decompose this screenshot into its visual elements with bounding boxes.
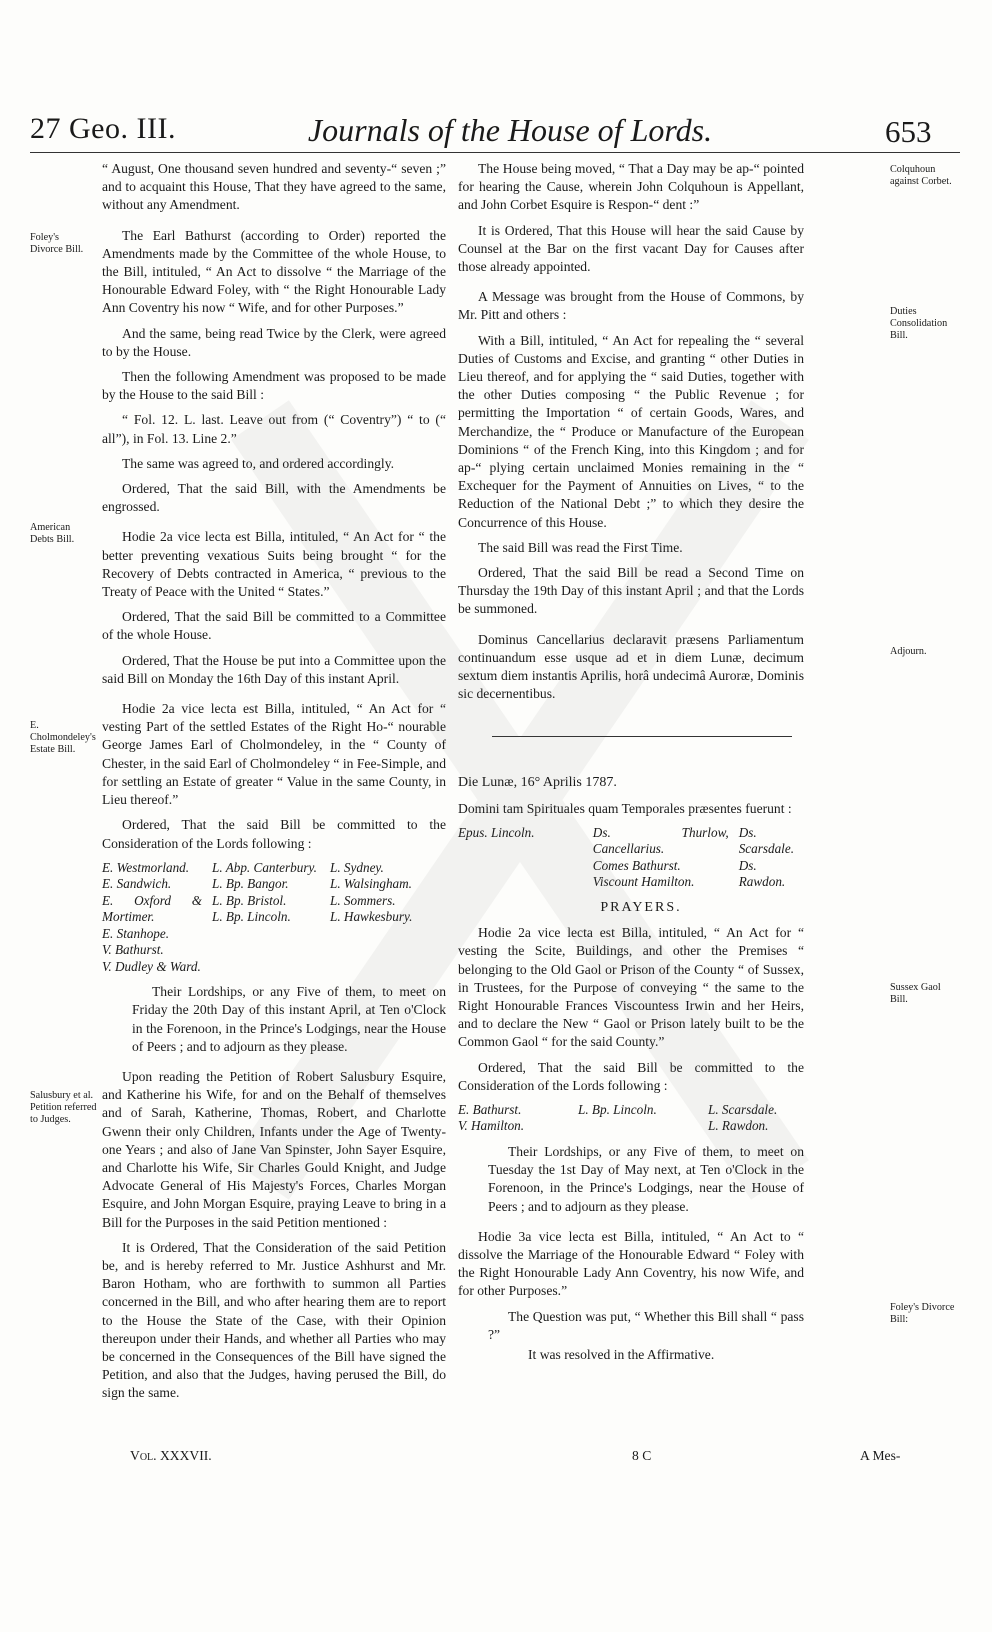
paragraph: A Message was brought from the House of Commons, by Mr. Pitt and others : <box>458 289 804 323</box>
lord-name: L. Bp. Lincoln. <box>212 909 291 925</box>
paragraph: “ Fol. 12. L. last. Leave out from (“ Coventry”) “ to (“ all”), in Fol. 13. Line 2.” <box>102 412 446 446</box>
lord-name: V. Dudley & Ward. <box>102 958 201 974</box>
sitting-date <box>458 774 804 792</box>
lord-name: L. Walsingham. <box>330 876 412 892</box>
margin-note-foley-divorce-2: Foley's Divorce Bill: <box>890 1302 955 1325</box>
page-number: 653 <box>885 114 932 149</box>
domini-heading: Domini tam Spirituales quam Temporales præsentes fuerunt : <box>458 800 792 816</box>
running-title: Journals of the House of Lords. <box>307 112 713 148</box>
present-lord: Ds. Scarsdale. <box>738 824 794 857</box>
present-lord: Ds. Thurlow, Cancellarius. <box>592 824 729 857</box>
catchword: A Mes- <box>860 1448 901 1463</box>
lord-name: V. Bathurst. <box>102 942 164 958</box>
lords-committee-list-2 <box>458 1102 787 1135</box>
present-lord: Comes Bathurst. <box>592 857 681 873</box>
right-column <box>458 160 804 1371</box>
paragraph: Hodie 2a vice lecta est Billa, intituled, “ An Act for “ vesting the Scite, Buildings, and other the Premises “ belonging to the Old Gaol or Prison of the County “ of Sussex, in Trustees, for the Purpose of conveying “ the same to the Right Honourable Frances Viscountess Irwin and her Heirs, and to declare the New “ Gaol or Prison lately built to be the Common Gaol “ for the said County.” <box>458 925 804 1050</box>
paragraph: Ordered, That the said Bill be committed to the Consideration of the Lords following : <box>458 1059 804 1093</box>
regnal-year: 27 Geo. III. <box>30 112 176 145</box>
paragraph: Upon reading the Petition of Robert Salusbury Esquire, and Katherine his Wife, for and on the Behalf of themselves and of Sarah, Katherine, Thomas, Robert, and Charlotte Gwenn their only Children, Infants under the Age of Twenty-one Years ; and also of Jane Van Spinster, John Sayer Esquire, and Charlotte his Wife, Sir Charles Gould Knight, and Judge Advocate General of His Majesty's Forces, Charles Morgan Esquire, and John Morgan Esquire, praying Leave to bring in a Bill for the Purposes in the said Petition mentioned : <box>102 1069 446 1230</box>
lord-name: E. Oxford & Mortimer. <box>102 892 202 925</box>
present-lord: Epus. Lincoln. <box>458 824 535 840</box>
paragraph: It is Ordered, That this House will hear the said Cause by Counsel at the Bar on the first vacant Day for Causes after those already appointed. <box>458 222 804 275</box>
prayers-heading: PRAYERS. <box>600 899 682 915</box>
margin-note-duties-consolidation: Duties Consolidation Bill. <box>890 306 948 341</box>
lord-name: L. Hawkesbury. <box>330 909 413 925</box>
lord-name: L. Rawdon. <box>708 1118 769 1134</box>
paragraph: Ordered, That the said Bill be read a Second Time on Thursday the 19th Day of this instant April ; and that the Lords be summoned. <box>458 565 804 617</box>
margin-note-sussex-gaol: Sussex Gaol Bill. <box>890 982 941 1005</box>
paragraph: Then the following Amendment was proposed to be made by the House to the said Bill : <box>102 369 446 403</box>
paragraph: It is Ordered, That the Consideration of the said Petition be, and is hereby referred to Mr. Justice Ashhurst and Mr. Baron Hotham, who are forthwith to summon all Parties concerned in the Bill, and who after hearing them are to report to the House the State of the Case, with their Opinion thereupon under their Hands, and whether all Parties who may be concerned in the Consequences of the Bill have signed the Petition, and also that the Judges, having perused the Bill, do sign the same. <box>102 1239 446 1401</box>
lord-name: V. Hamilton. <box>458 1118 525 1134</box>
paragraph: Hodie 3a vice lecta est Billa, intituled, “ An Act to “ dissolve the Marriage of the Honourable Edward “ Foley with the Right Honourable Lady Ann Coventry, his now Wife, and for other Purposes.” <box>458 1228 804 1299</box>
paragraph: Their Lordships, or any Five of them, to meet on Tuesday the 1st Day of May next, at Ten o'Clock in the Forenoon, in the Prince's Lodgings, near the House of Peers ; and to adjourn as they please. <box>488 1143 804 1214</box>
paragraph: The same was agreed to, and ordered accordingly. <box>122 455 395 471</box>
volume-footer: Vol. XXXVII. <box>130 1448 212 1463</box>
present-lord: Viscount Hamilton. <box>592 874 695 890</box>
paragraph: And the same, being read Twice by the Clerk, were agreed to by the House. <box>102 325 446 359</box>
paragraph: Hodie 2a vice lecta est Billa, intituled, “ An Act for “ vesting Part of the settled Estates of the Right Ho-“ nourable George James Earl of Cholmondeley, in the “ County of Chester, in the said Earl of Cholmondeley “ in Fee-Simple, and for settling an Estate of greater “ Value in the same County, in Lieu thereof.” <box>102 701 446 808</box>
margin-note-adjourn: Adjourn. <box>890 646 927 657</box>
paragraph: Hodie 2a vice lecta est Billa, intituled, “ An Act for “ the better preventing vexatious Suits being brought “ for the Recovery of Debts contracted in America, “ previous to the Treaty of Peace with the United “ States.” <box>102 529 446 600</box>
paragraph: It was resolved in the Affirmative. <box>528 1346 715 1362</box>
lord-name: L. Bp. Bangor. <box>212 876 289 892</box>
lords-committee-list <box>102 860 422 976</box>
paragraph: Their Lordships, or any Five of them, to meet on Friday the 20th Day of this instant April, at Ten o'Clock in the Forenoon, in the Prince's Lodgings, near the House of Peers ; and to adjourn as they please. <box>132 984 446 1054</box>
paragraph: The Earl Bathurst (according to Order) reported the Amendments made by the Committee of the whole House, to the Bill, intituled, “ An Act to dissolve “ the Marriage of the Honourable Edward Foley, with “ the Right Honourable Lady Ann Coventry his now “ Wife, and for other Purposes.” <box>102 227 446 316</box>
lord-name: L. Bp. Bristol. <box>212 892 287 908</box>
lord-name: E. Sandwich. <box>102 876 172 892</box>
sitting-date-text: Die Lunæ, 16° Aprilis 1787. <box>458 775 617 791</box>
lord-name: E. Stanhope. <box>102 925 170 941</box>
paragraph: Ordered, That the said Bill be committed to the Consideration of the Lords following : <box>102 817 446 851</box>
lord-name: L. Sommers. <box>330 892 396 908</box>
margin-note-foley-divorce: Foley's Divorce Bill. <box>30 232 84 255</box>
paragraph: The Question was put, “ Whether this Bill shall “ pass ?” <box>488 1308 804 1342</box>
paragraph: Ordered, That the said Bill, with the Amendments be engrossed. <box>102 481 446 515</box>
paragraph: The said Bill was read the First Time. <box>478 539 683 555</box>
section-rule <box>492 736 792 737</box>
lord-name: L. Abp. Canterbury. <box>212 859 317 875</box>
lord-name: L. Scarsdale. <box>708 1101 778 1117</box>
margin-note-colquhoun: Colquhoun against Corbet. <box>890 164 952 187</box>
margin-note-cholmondeley-estate: E. Cholmondeley's Estate Bill. <box>30 720 96 755</box>
paragraph: The House being moved, “ That a Day may be ap-“ pointed for hearing the Cause, wherein John Colquhoun is Appellant, and John Corbet Esquire is Respon-“ dent :” <box>458 161 804 213</box>
paragraph: Dominus Cancellarius declaravit præsens Parliamentum continuandum esse usque ad et in diem Lunæ, decimum sextum diem instantis Aprilis, horâ undecimâ Auroræ, Dominis sic decernentibus. <box>458 631 804 702</box>
paragraph: With a Bill, intituled, “ An Act for repealing the “ several Duties of Customs and Excise, and granting “ other Duties in Lieu thereof, and for applying the “ said Duties, together with the other Duties composing “ the Public Revenue ; for permitting the Importation “ of certain Goods, Wares, and Merchandize, the “ Produce or Manufacture of the European Dominions “ of the French King, into this Kingdom ; and for ap-“ plying certain unclaimed Monies remaining in the “ Exchequer for the Payment of Annuities on Lives, “ to the Reduction of the National Debt ;” to which they desire the Concurrence of this House. <box>458 332 804 530</box>
present-lord: Ds. Rawdon. <box>738 857 786 890</box>
lord-name: L. Sydney. <box>330 859 384 875</box>
lords-present-list <box>458 825 804 891</box>
lord-name: L. Bp. Lincoln. <box>578 1101 657 1117</box>
margin-note-american-debts: American Debts Bill. <box>30 522 75 545</box>
header-rule <box>30 152 960 153</box>
lord-name: E. Bathurst. <box>458 1101 522 1117</box>
margin-note-salusbury-petition: Salusbury et al. Petition referred to Judges. <box>30 1090 97 1125</box>
paragraph: Ordered, That the House be put into a Committee upon the said Bill on Monday the 16th Day of this instant April. <box>102 652 446 686</box>
left-column <box>102 160 446 1410</box>
paragraph: Ordered, That the said Bill be committed to a Committee of the whole House. <box>102 609 446 643</box>
signature-mark: 8 C <box>632 1448 652 1463</box>
paragraph: “ August, One thousand seven hundred and seventy-“ seven ;” and to acquaint this House, That they have agreed to the same, without any Amendment. <box>102 161 446 213</box>
lord-name: E. Westmorland. <box>102 859 190 875</box>
